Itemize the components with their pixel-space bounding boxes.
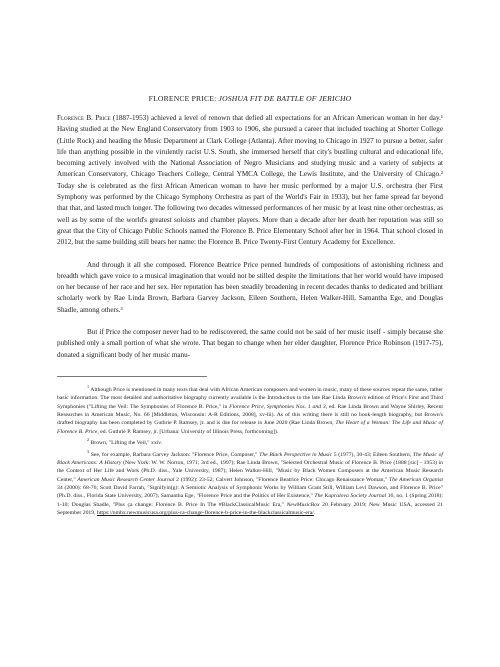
footnote-2-mark: 2	[87, 437, 90, 443]
paragraph-1-text: (1887-1953) achieved a level of renown that defied all expectations for an African American woman in her day.¹ Having studied at the New England Conservatory from 1903 to 1906, she pursued a career that included teaching at Shorter College (Little Rock) and heading the Music Department at Clark College (Atlanta). After moving to Chicago in 1927 to pursue a better, safer life than anything possible in the virulently racist U.S. South, she immersed herself that city's bustling cultural and educational life, becoming actively involved with the National Association of Negro Musicians and studying music and a variety of subjects at American Conservatory, Chicago Teachers College, Central YMCA College, the Lewis Institute, and the University of Chicago.² Today she is celebrated as the first African American woman to have her music performed by a major U.S. orchestra (her First Symphony was performed by the Chicago Symphony Orchestra as part of the World's Fair in 1933), but her fame spread far beyond that that, and lasted much longer. The following two decades witnessed performances of her music by at least nine other orchestras, as well as by some of the world's greatest soloists and chamber players. More than a decade after her death her reputation was still so great that the City of Chicago Public Schools named the Florence B. Price Elementary School after her in 1964. That school closed in 2012, but the same building still bears her name: the Florence B. Price Twenty-First Century Academy for Excellence.	[57, 114, 443, 247]
footnote-2-text: Brown, "Lifting the Veil," xxiv.	[89, 440, 163, 447]
footnote-rule	[57, 376, 207, 377]
footnote-3-text-4: 2 (1992): 23-52; Calvert Johnson, "Florence Beatrice Price: Chicago Renaissance Woman,"	[174, 476, 389, 483]
footnote-3-title-6: NewMusicBox	[286, 501, 320, 508]
essay-title	[57, 94, 443, 103]
document-page	[57, 94, 443, 518]
footnote-3-text-5: 34 (2000): 68-76; Scott David Farrah, "Signifyin(g): A Semiotic Analysis of Symphonic Works by William Grant Still, William Levi Dawson, and Florence B. Price" (Ph.D. diss., Florida State University, 2007); Samantha Ege, "Florence Price and the Politics of Her Existence,"	[57, 485, 443, 500]
footnote-3-text-7: 20 February 2019; New Music USA, accessed 21 September 2019,	[57, 501, 443, 517]
footnote-1-text-3: , ed. Guthrie P. Ramsey, jr. [Urbana: University of Illinois Press, forthcoming]).	[97, 428, 279, 435]
footnote-3-title-4: The American Organist	[388, 476, 443, 483]
paragraph-2: And through it all she composed. Florence Beatrice Price penned hundreds of compositions of astonishing richness and breadth which gave voice to a musical imagination that would not be stilled despite the limitations that her world would have imposed on her because of her race and her sex. Her reputation has been steadily broadening in recent decades thanks to dedicated and brilliant scholarly work by Rae Linda Brown, Barbara Garvey Jackson, Eileen Southern, Helen Walker-Hill, Samantha Ege, and Douglas Shadle, among others.³	[57, 260, 443, 314]
footnote-3-end: .	[313, 510, 316, 517]
footnote-1	[57, 383, 443, 436]
title-work: JOSHUA FIT DE BATTLE OF JERICHO	[218, 94, 352, 103]
footnotes	[57, 383, 443, 518]
footnote-3-title-1: The Black Perspective in Music	[259, 451, 333, 458]
footnote-3-text: See, for example, Barbara Garvey Jackson: "Florence Price, Composer,"	[89, 451, 260, 458]
footnote-3-title-2: The Music of Black Americans: A History	[57, 451, 443, 466]
paragraph-3: But if Price the composer never had to be rediscovered, the same could not be said of her music itself - simply because she published only a small portion of what she wrote. That began to change when her elder daughter, Florence Price Robinson (1917-75), donated a significant body of her music manu-	[57, 328, 443, 359]
footnote-1-title-1: Florence Price, Symphonies Nos. 1 and 3	[229, 403, 326, 410]
footnote-3-text-2: 5 (1977), 30-43; Eileen Southern,	[332, 451, 413, 458]
footnote-3-text-6: 16, no. 1 (Spring 2018): 1-10; Douglas Shadle, "Plus ça change: Florence B. Price In The #BlackClassicalMusic Era,"	[57, 493, 443, 508]
footnote-1-title-2: The Heart of a Woman: The Life and Music of Florence B. Price	[57, 420, 443, 435]
footnote-1-text: Although Price is mentioned in many texts that deal with African American composers and women in music, many of these sources repeat the same, rather basic information. The most detailed and authoritative biography currently available is the Introduction to the late Rae Linda Brown's edition of Price's First and Third Symphonies ("Lifting the Veil: The Symphonies of Florence B. Price," in	[57, 386, 443, 410]
paragraph-1-author: Florence B. Price	[57, 114, 111, 122]
footnote-3-title-3: American Music Research Center Journal	[77, 476, 175, 483]
footnote-3-mark: 3	[87, 448, 90, 454]
footnote-2	[57, 436, 443, 447]
paragraph-1	[57, 113, 443, 249]
footnote-1-mark: 1	[87, 383, 90, 389]
footnote-1-text-2: , ed. Rae Linda Brown and Wayne Shirley, Recent Researches in American Music, No. 66 [Middleton, Wisconsin: A-R Editions, 2008], xv-lii). As of this writing there is still no book-length biography, but Brown's drafted biography has been completed by Guthrie P. Ramsey, jr. and is due for release in June 2020 (Rae Linda Brown,	[57, 403, 443, 427]
footnote-3-title-5: The Kapralova Society Journal	[314, 493, 387, 500]
footnote-3	[57, 448, 443, 518]
title-composer: FLORENCE PRICE:	[148, 94, 219, 103]
footnote-3-text-3: (New York: W. W. Norton, 1971; 3rd ed., 1997); Rae Linda Brown, "Selected Orchestral Music of Florence B. Price (1888 [sic] - 1953) in the Context of Her Life and Work (Ph.D. diss., Yale University, 1987); Helen Walker-Hill, "Music by Black Women Composers at the American Music Research Center,"	[57, 459, 443, 483]
footnote-3-link[interactable]: https://nmbx.newmusicusa.org/plus-ca-change-florence-b-price-in-the-blackclassicalmusic-era/	[96, 510, 314, 517]
